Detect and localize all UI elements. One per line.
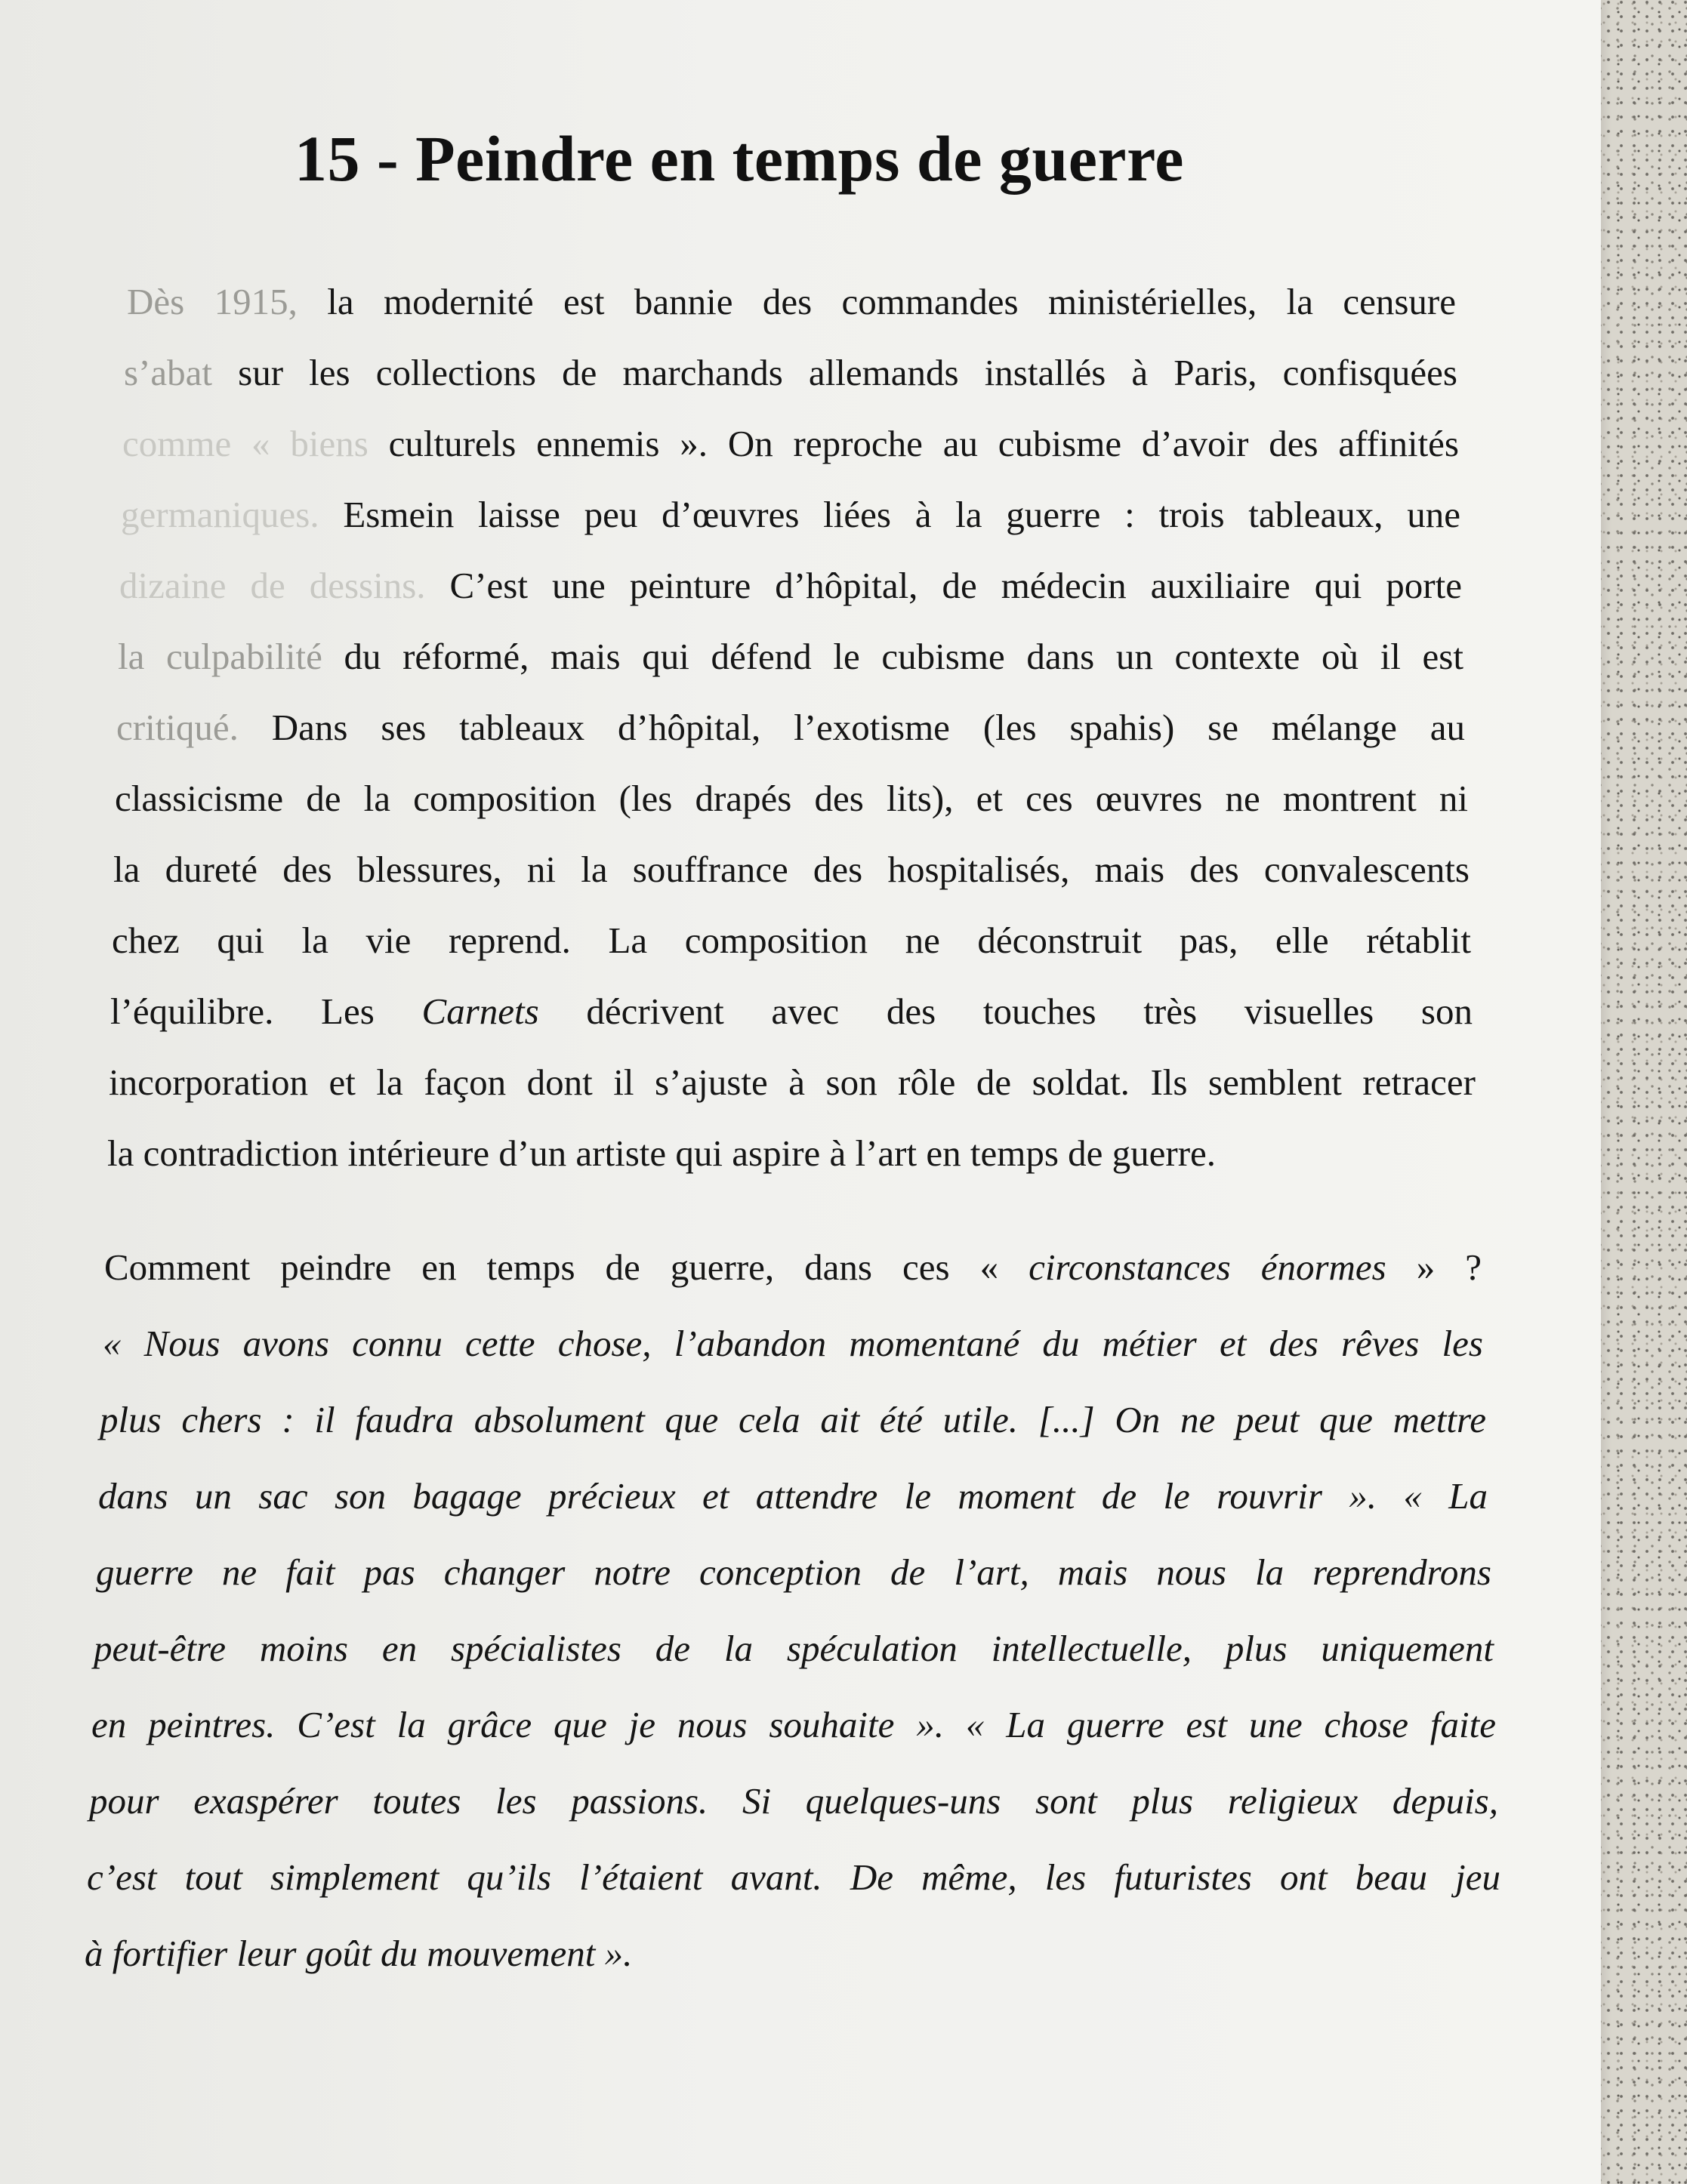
paragraph-1-line <box>110 991 1473 1032</box>
paragraph-1-line <box>122 424 1459 464</box>
faded-text: germaniques. <box>121 494 319 535</box>
paragraph-1-line <box>119 565 1462 606</box>
faded-text: Dès 1915, <box>127 281 298 322</box>
paragraph-1-line: la contradiction intérieure d’un artiste qui aspire à l’art en temps de guerre. <box>107 1132 1217 1174</box>
italic-title: Carnets <box>421 990 539 1032</box>
line-text: décrivent avec des touches très visuelles son <box>538 990 1473 1032</box>
speckled-wall <box>1593 0 1687 2184</box>
line-text: sur les collections de marchands allemands installés à Paris, confisquées <box>212 352 1457 393</box>
line-text: du réformé, mais qui défend le cubisme dans un contexte où il est <box>322 636 1463 677</box>
quote-line: pour exaspérer toutes les passions. Si quelques-uns sont plus religieux depuis, <box>89 1780 1498 1822</box>
panel-title: 15 - Peindre en temps de guerre <box>295 122 1184 195</box>
quote-line: en peintres. C’est la grâce que je nous souhaite ». « La guerre est une chose faite <box>91 1704 1496 1745</box>
line-text: culturels ennemis ». On reproche au cubisme d’avoir des affinités <box>368 423 1459 464</box>
quote-line: c’est tout simplement qu’ils l’étaient avant. De même, les futuristes ont beau jeu <box>87 1856 1500 1898</box>
faded-text: la culpabilité <box>118 636 322 677</box>
paragraph-1-line: chez qui la vie reprend. La composition ne déconstruit pas, elle rétablit <box>112 919 1471 961</box>
line-text: » ? <box>1386 1246 1482 1288</box>
paragraph-2-line <box>104 1247 1482 1288</box>
faded-text: s’abat <box>124 352 212 393</box>
paragraph-1-line: classicisme de la composition (les drapés des lits), et ces œuvres ne montrent ni <box>115 778 1468 819</box>
line-text: C’est une peinture d’hôpital, de médecin auxiliaire qui porte <box>425 565 1462 606</box>
faded-text: critiqué. <box>116 707 239 748</box>
line-text: Esmein laisse peu d’œuvres liées à la guerre : trois tableaux, une <box>319 494 1460 535</box>
paragraph-1-line <box>127 282 1456 322</box>
line-text: Comment peindre en temps de guerre, dans ces « <box>104 1246 1029 1288</box>
paragraph-1-line <box>121 494 1460 535</box>
line-text: la modernité est bannie des commandes ministérielles, la censure <box>297 281 1456 322</box>
paragraph-1-line <box>118 636 1463 677</box>
faded-text: dizaine de dessins. <box>119 565 426 606</box>
paragraph-1-line <box>116 707 1465 748</box>
paragraph-1-line <box>124 353 1457 393</box>
italic-quote: circonstances énormes <box>1029 1246 1386 1288</box>
quote-line: dans un sac son bagage précieux et attendre le moment de le rouvrir ». « La <box>98 1475 1488 1517</box>
quote-line: peut-être moins en spécialistes de la spéculation intellectuelle, plus uniquement <box>94 1628 1494 1669</box>
faded-text: comme « biens <box>122 423 369 464</box>
paragraph-1-line: incorporation et la façon dont il s’ajuste à son rôle de soldat. Ils semblent retracer <box>109 1061 1476 1103</box>
line-text: Dans ses tableaux d’hôpital, l’exotisme (les spahis) se mélange au <box>238 707 1465 748</box>
line-text: l’équilibre. Les <box>110 990 422 1032</box>
paragraph-1-line: la dureté des blessures, ni la souffrance des hospitalisés, mais des convalescents <box>113 849 1470 890</box>
quote-line: « Nous avons connu cette chose, l’abandon momentané du métier et des rêves les <box>103 1323 1483 1364</box>
quote-line: guerre ne fait pas changer notre conception de l’art, mais nous la reprendrons <box>96 1551 1491 1593</box>
quote-line: à fortifier leur goût du mouvement ». <box>85 1933 633 1974</box>
quote-line: plus chers : il faudra absolument que cela ait été utile. [...] On ne peut que mettre <box>100 1399 1486 1440</box>
